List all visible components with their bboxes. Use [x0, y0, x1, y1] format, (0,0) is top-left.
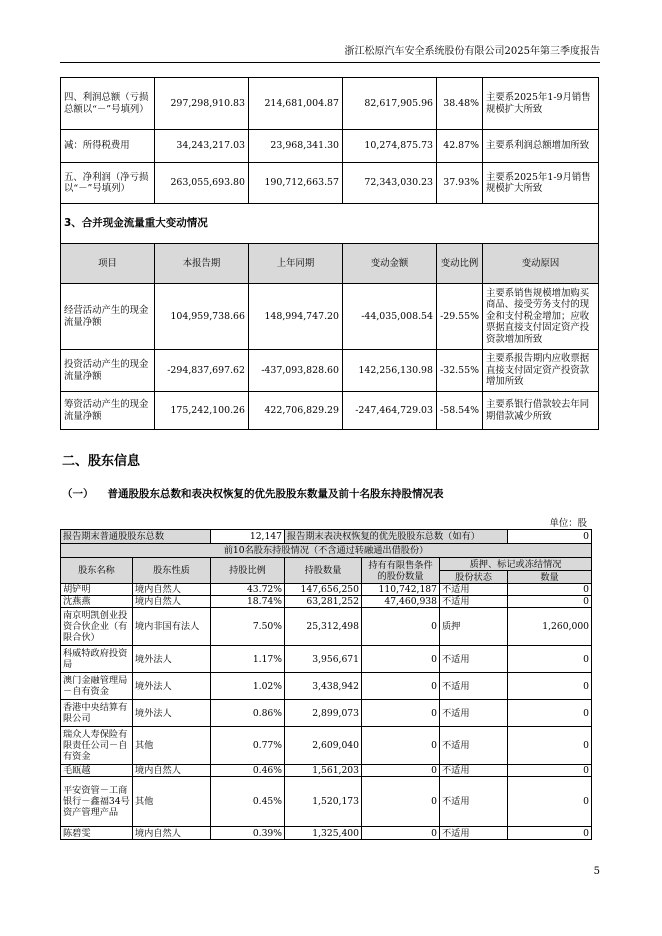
shareholder-row: [61, 608, 592, 646]
shareholder-ratio: 0.39%: [211, 827, 285, 840]
shareholder-nature: 境内非国有法人: [133, 608, 211, 646]
subsection-heading: [62, 486, 458, 501]
col-header: 项目: [61, 244, 155, 284]
shareholder-name: 瑞众人寿保险有限责任公司－自有资金: [61, 727, 133, 765]
shareholder-row: [61, 765, 592, 777]
page-header: 浙江松原汽车安全系统股份有限公司2025年第三季度报告: [60, 42, 600, 63]
shareholder-name: 沈燕燕: [61, 596, 133, 608]
shareholder-qty: 25,312,498: [285, 608, 362, 646]
change-value: -247,464,729.03: [343, 392, 437, 430]
top10-title-row: [61, 544, 592, 558]
col-header: 变动金额: [343, 244, 437, 284]
change-reason: 主要系银行借款较去年同期借款减少所致: [483, 392, 599, 430]
shareholder-restricted: 0: [362, 727, 440, 765]
cashflow-section-title: 3、合并现金流量重大变动情况: [61, 204, 599, 244]
change-value: 142,256,130.98: [343, 350, 437, 392]
shareholder-status: 不适用: [440, 584, 508, 596]
shareholder-nature: 境内自然人: [133, 596, 211, 608]
shareholder-name: 胡铲明: [61, 584, 133, 596]
col-header: 变动比例: [437, 244, 483, 284]
shareholder-count: 0: [508, 827, 592, 840]
shareholder-qty: 3,438,942: [285, 673, 362, 700]
shareholder-ratio: 1.02%: [211, 673, 285, 700]
shareholder-nature: 境外法人: [133, 646, 211, 673]
shareholder-name: 毛瓯越: [61, 765, 133, 777]
shareholder-table: [60, 529, 592, 840]
shareholder-restricted: 0: [362, 765, 440, 777]
shareholder-count: 0: [508, 700, 592, 727]
row-item: 筹资活动产生的现金流量净额: [61, 392, 155, 430]
shareholder-status: 质押: [440, 608, 508, 646]
top10-title: 前10名股东持股情况（不含通过转融通出借股份）: [61, 544, 592, 558]
shareholder-count: 0: [508, 584, 592, 596]
table-row: [61, 350, 599, 392]
shareholder-qty: 1,520,173: [285, 777, 362, 827]
col-header: 变动原因: [483, 244, 599, 284]
shareholder-count: 0: [508, 673, 592, 700]
current-value: 263,055,693.80: [155, 163, 249, 204]
prior-value: -437,093,828.60: [249, 350, 343, 392]
shareholder-name: 南京明凯创业投资合伙企业（有限合伙）: [61, 608, 133, 646]
change-reason: 主要系利润总额增加所致: [483, 130, 599, 163]
change-reason: 主要系2025年1-9月销售规模扩大所致: [483, 163, 599, 204]
shareholder-ratio: 0.77%: [211, 727, 285, 765]
section-heading: 二、股东信息: [62, 454, 141, 469]
shareholder-nature: 其他: [133, 727, 211, 765]
prior-value: 422,706,829.29: [249, 392, 343, 430]
col-header: 数量: [508, 571, 592, 584]
current-value: 297,298,910.83: [155, 78, 249, 130]
pref-holders-label: 报告期末表决权恢复的优先股股东总数（如有）: [285, 530, 508, 544]
row-item: 减：所得税费用: [61, 130, 155, 163]
shareholder-name: 科威特政府投资局: [61, 646, 133, 673]
shareholder-restricted: 0: [362, 777, 440, 827]
col-header: 上年同期: [249, 244, 343, 284]
change-ratio: -32.55%: [437, 350, 483, 392]
change-reason: 主要系2025年1-9月销售规模扩大所致: [483, 78, 599, 130]
table-row: [61, 130, 599, 163]
shareholder-status: 不适用: [440, 700, 508, 727]
header-row: [61, 558, 592, 571]
shareholder-count: 0: [508, 596, 592, 608]
table-row: [61, 284, 599, 350]
change-value: 82,617,905.96: [343, 78, 437, 130]
shareholder-nature: 境内自然人: [133, 765, 211, 777]
shareholder-row: [61, 584, 592, 596]
shareholder-qty: 147,656,250: [285, 584, 362, 596]
col-header: 股东名称: [61, 558, 133, 584]
summary-row: [61, 530, 592, 544]
financial-table: [60, 77, 599, 430]
row-item: 四、利润总额（亏损总额以“－”号填列）: [61, 78, 155, 130]
col-header: 股东性质: [133, 558, 211, 584]
shareholder-rows: [61, 584, 592, 840]
prior-value: 190,712,663.57: [249, 163, 343, 204]
shareholder-qty: 2,899,073: [285, 700, 362, 727]
prior-value: 214,681,004.87: [249, 78, 343, 130]
row-item: 五、净利润（净亏损以“－”号填列）: [61, 163, 155, 204]
table-row: [61, 78, 599, 130]
shareholder-name: 平安资管－工商银行－鑫福34号资产管理产品: [61, 777, 133, 827]
shareholder-count: 1,260,000: [508, 608, 592, 646]
shareholder-name: 陈碧雯: [61, 827, 133, 840]
col-header: 股份状态: [440, 571, 508, 584]
shareholder-restricted: 0: [362, 608, 440, 646]
change-ratio: 42.87%: [437, 130, 483, 163]
subsection-number: （一）: [62, 488, 94, 500]
shareholder-ratio: 43.72%: [211, 584, 285, 596]
col-header: 本报告期: [155, 244, 249, 284]
table-row: [61, 392, 599, 430]
shareholder-restricted: 0: [362, 646, 440, 673]
total-holders-value: 12,147: [211, 530, 285, 544]
shareholder-status: 不适用: [440, 596, 508, 608]
pref-holders-value: 0: [508, 530, 592, 544]
shareholder-status: 不适用: [440, 765, 508, 777]
row-item: 投资活动产生的现金流量净额: [61, 350, 155, 392]
shareholder-ratio: 0.86%: [211, 700, 285, 727]
shareholder-count: 0: [508, 727, 592, 765]
shareholder-restricted: 0: [362, 673, 440, 700]
header-row: [61, 244, 599, 284]
shareholder-row: [61, 596, 592, 608]
change-reason: 主要系报告期内应收票据直接支付固定资产投资款增加所致: [483, 350, 599, 392]
shareholder-qty: 63,281,252: [285, 596, 362, 608]
change-ratio: 38.48%: [437, 78, 483, 130]
shareholder-ratio: 0.45%: [211, 777, 285, 827]
shareholder-status: 不适用: [440, 827, 508, 840]
shareholder-row: [61, 646, 592, 673]
change-value: 10,274,875.73: [343, 130, 437, 163]
shareholder-status: 不适用: [440, 673, 508, 700]
shareholder-count: 0: [508, 777, 592, 827]
col-header: 持股比例: [211, 558, 285, 584]
shareholder-status: 不适用: [440, 777, 508, 827]
shareholder-count: 0: [508, 765, 592, 777]
shareholder-qty: 1,561,203: [285, 765, 362, 777]
col-header: 持股数量: [285, 558, 362, 584]
shareholder-row: [61, 827, 592, 840]
change-value: -44,035,008.54: [343, 284, 437, 350]
shareholder-restricted: 0: [362, 827, 440, 840]
shareholder-nature: 境内自然人: [133, 584, 211, 596]
shareholder-count: 0: [508, 646, 592, 673]
col-header: 持有有限售条件的股份数量: [362, 558, 440, 584]
shareholder-row: [61, 673, 592, 700]
subsection-title: 普通股股东总数和表决权恢复的优先股股东数量及前十名股东持股情况表: [107, 488, 444, 500]
change-value: 72,343,030.23: [343, 163, 437, 204]
table-row: [61, 163, 599, 204]
total-holders-label: 报告期末普通股股东总数: [61, 530, 211, 544]
shareholder-ratio: 0.46%: [211, 765, 285, 777]
col-header: 质押、标记或冻结情况: [440, 558, 592, 571]
prior-value: 23,968,341.30: [249, 130, 343, 163]
change-ratio: 37.93%: [437, 163, 483, 204]
shareholder-ratio: 1.17%: [211, 646, 285, 673]
shareholder-name: 香港中央结算有限公司: [61, 700, 133, 727]
shareholder-nature: 境外法人: [133, 700, 211, 727]
shareholder-restricted: 110,742,187: [362, 584, 440, 596]
shareholder-nature: 境内自然人: [133, 827, 211, 840]
change-reason: 主要系销售规模增加购买商品、接受劳务支付的现金和支付税金增加；应收票据直接支付固定资产投资款增加所致: [483, 284, 599, 350]
shareholder-status: 不适用: [440, 646, 508, 673]
current-value: 104,959,738.66: [155, 284, 249, 350]
shareholder-status: 不适用: [440, 727, 508, 765]
prior-value: 148,994,747.20: [249, 284, 343, 350]
shareholder-ratio: 18.74%: [211, 596, 285, 608]
shareholder-nature: 其他: [133, 777, 211, 827]
change-ratio: -58.54%: [437, 392, 483, 430]
page-number: 5: [593, 866, 600, 877]
row-item: 经营活动产生的现金流量净额: [61, 284, 155, 350]
current-value: 34,243,217.03: [155, 130, 249, 163]
shareholder-qty: 1,325,400: [285, 827, 362, 840]
shareholder-ratio: 7.50%: [211, 608, 285, 646]
unit-label: 单位：股: [549, 518, 587, 529]
shareholder-row: [61, 777, 592, 827]
shareholder-row: [61, 700, 592, 727]
shareholder-restricted: 0: [362, 700, 440, 727]
shareholder-restricted: 47,460,938: [362, 596, 440, 608]
change-ratio: -29.55%: [437, 284, 483, 350]
current-value: -294,837,697.62: [155, 350, 249, 392]
shareholder-row: [61, 727, 592, 765]
shareholder-nature: 境外法人: [133, 673, 211, 700]
current-value: 175,242,100.26: [155, 392, 249, 430]
section-title-row: [61, 204, 599, 244]
shareholder-name: 澳门金融管理局－自有资金: [61, 673, 133, 700]
shareholder-qty: 3,956,671: [285, 646, 362, 673]
shareholder-qty: 2,609,040: [285, 727, 362, 765]
